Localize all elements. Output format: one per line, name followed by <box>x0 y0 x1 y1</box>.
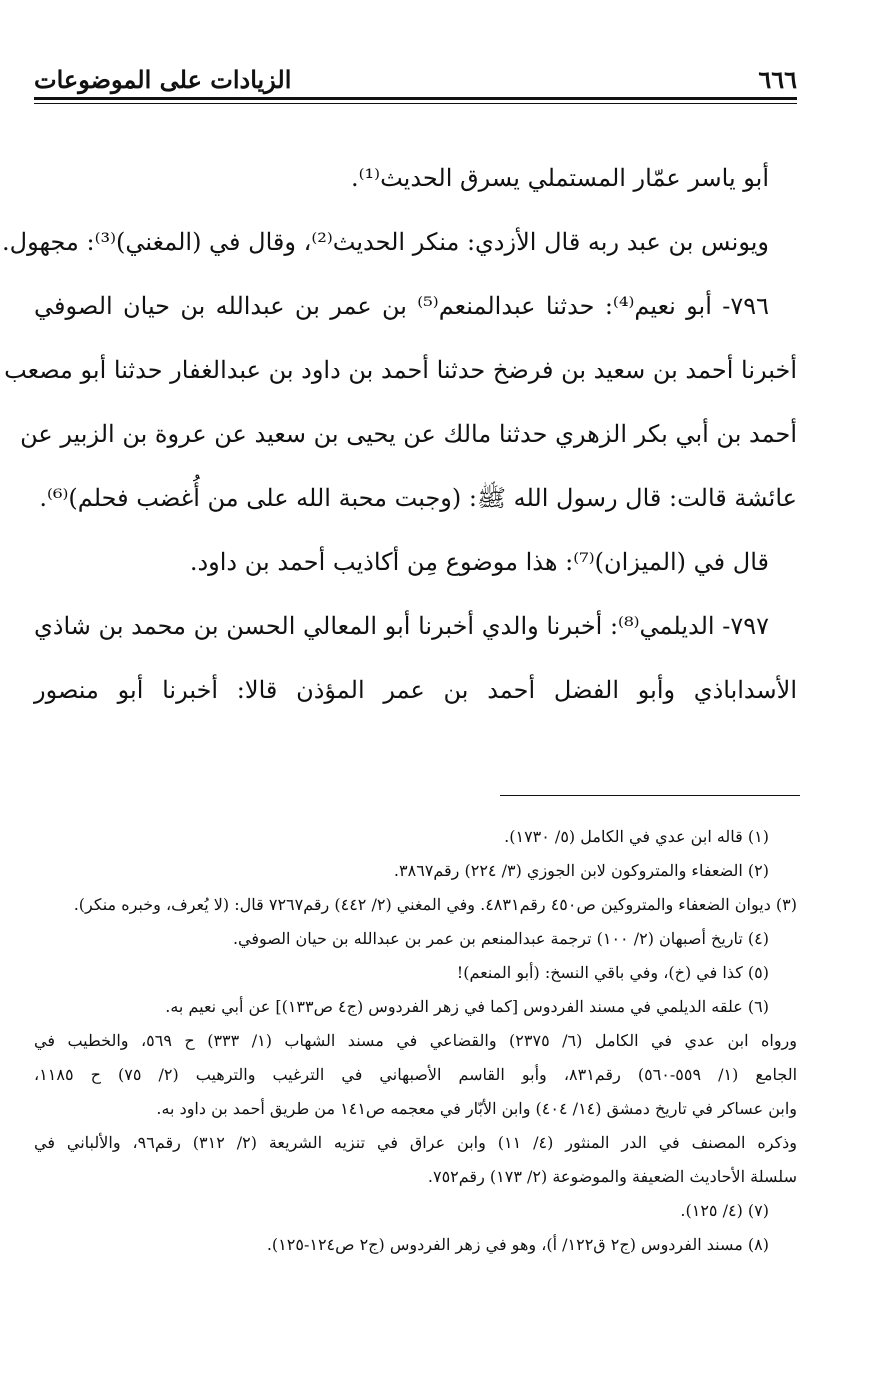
text-line: ويونس بن عبد ربه قال الأزدي: منكر الحديث⁽²⁾، وقال في (المغني)⁽³⁾: مجهول. <box>2 228 769 256</box>
footnote-text: (٦) علقه الديلمي في مسند الفردوس [كما في زهر الفردوس (ج٤ ص١٣٣)] عن أبي نعيم به. <box>165 997 769 1016</box>
header-rule-thick <box>34 97 797 100</box>
footnote-continuation: ورواه ابن عدي في الكامل (٦/ ٢٣٧٥) والقضاعي في مسند الشهاب (١/ ٣٣٣) ح ٥٦٩، والخطيب في <box>34 1031 798 1050</box>
hadith-entry-797: ٧٩٧- الديلمي⁽⁸⁾: أخبرنا والدي أخبرنا أبو المعالي الحسن بن محمد بن شاذي <box>34 612 770 640</box>
footnote <box>34 1194 797 1228</box>
header-rule-thin <box>34 103 797 104</box>
footnote <box>34 922 797 956</box>
running-title: الزيادات على الموضوعات <box>34 65 292 94</box>
main-text <box>2 146 797 722</box>
footnote-separator <box>500 795 800 796</box>
footnote-text: (٤) تاريخ أصبهان (٢/ ١٠٠) ترجمة عبدالمنعم بن عمر بن عبدالله بن حيان الصوفي. <box>232 929 769 948</box>
page-header <box>34 48 797 94</box>
text-line: أبو ياسر عمّار المستملي يسرق الحديث⁽¹⁾. <box>351 164 769 192</box>
footnote-continuation: سلسلة الأحاديث الضعيفة والموضوعة (٢/ ١٧٣) رقم٧٥٢. <box>427 1167 797 1186</box>
footnote-text: (٢) الضعفاء والمتروكون لابن الجوزي (٣/ ٢٢٤) رقم٣٨٦٧. <box>393 861 769 880</box>
text-line: أخبرنا أحمد بن سعيد بن فرضخ حدثنا أحمد بن داود بن عبدالغفار حدثنا أبو مصعب <box>4 356 797 384</box>
footnote-text: (٥) كذا في (خ)، وفي باقي النسخ: (أبو المنعم)! <box>456 963 769 982</box>
footnote: (٣) ديوان الضعفاء والمتروكين ص٤٥٠ رقم٤٨٣١. وفي المغني (٢/ ٤٤٢) رقم٧٢٦٧ قال: (لا يُعرف، وخبره منكر). <box>73 895 797 914</box>
footnote-continuation: وابن عساكر في تاريخ دمشق (١٤/ ٤٠٤) وابن الأبّار في معجمه ص١٤١ من طريق أحمد بن داود به. <box>156 1099 797 1118</box>
footnote-continuation: الجامع (١/ ٥٥٩-٥٦٠) رقم٨٣١، وأبو القاسم الأصبهاني في الترغيب والترهيب (٢/ ٧٥) ح ١١٨٥، <box>34 1065 798 1084</box>
footnote <box>34 854 797 888</box>
footnote-text: (٨) مسند الفردوس (ج٢ ق١٢٢/ أ)، وهو في زهر الفردوس (ج٢ ص١٢٤-١٢٥). <box>266 1235 769 1254</box>
footnotes <box>34 820 797 1262</box>
hadith-entry-796: ٧٩٦- أبو نعيم⁽⁴⁾: حدثنا عبدالمنعم⁽⁵⁾ بن عمر بن عبدالله بن حيان الصوفي <box>34 292 770 320</box>
page-number: ٦٦٦ <box>758 65 797 94</box>
text-line: عائشة قالت: قال رسول الله ﷺ: (وجبت محبة الله على من أُغضب فحلم)⁽⁶⁾. <box>39 484 797 512</box>
footnote <box>34 1228 797 1262</box>
text-line: الأسداباذي وأبو الفضل أحمد بن عمر المؤذن قالا: أخبرنا أبو منصور <box>34 676 797 704</box>
footnote <box>34 990 797 1024</box>
footnote-continuation: وذكره المصنف في الدر المنثور (٤/ ١١) وابن عراق في تنزيه الشريعة (٢/ ٣١٢) رقم٩٦، والألباني في <box>34 1133 798 1152</box>
footnote <box>34 820 797 854</box>
footnote <box>34 956 797 990</box>
text-line: أحمد بن أبي بكر الزهري حدثنا مالك عن يحيى بن سعيد عن عروة بن الزبير عن <box>20 420 797 448</box>
footnote-text: (١) قاله ابن عدي في الكامل (٥/ ١٧٣٠). <box>504 827 769 846</box>
footnote-text: (٧) (٤/ ١٢٥). <box>680 1201 769 1220</box>
text-line: قال في (الميزان)⁽⁷⁾: هذا موضوع مِن أكاذيب أحمد بن داود. <box>189 548 769 576</box>
